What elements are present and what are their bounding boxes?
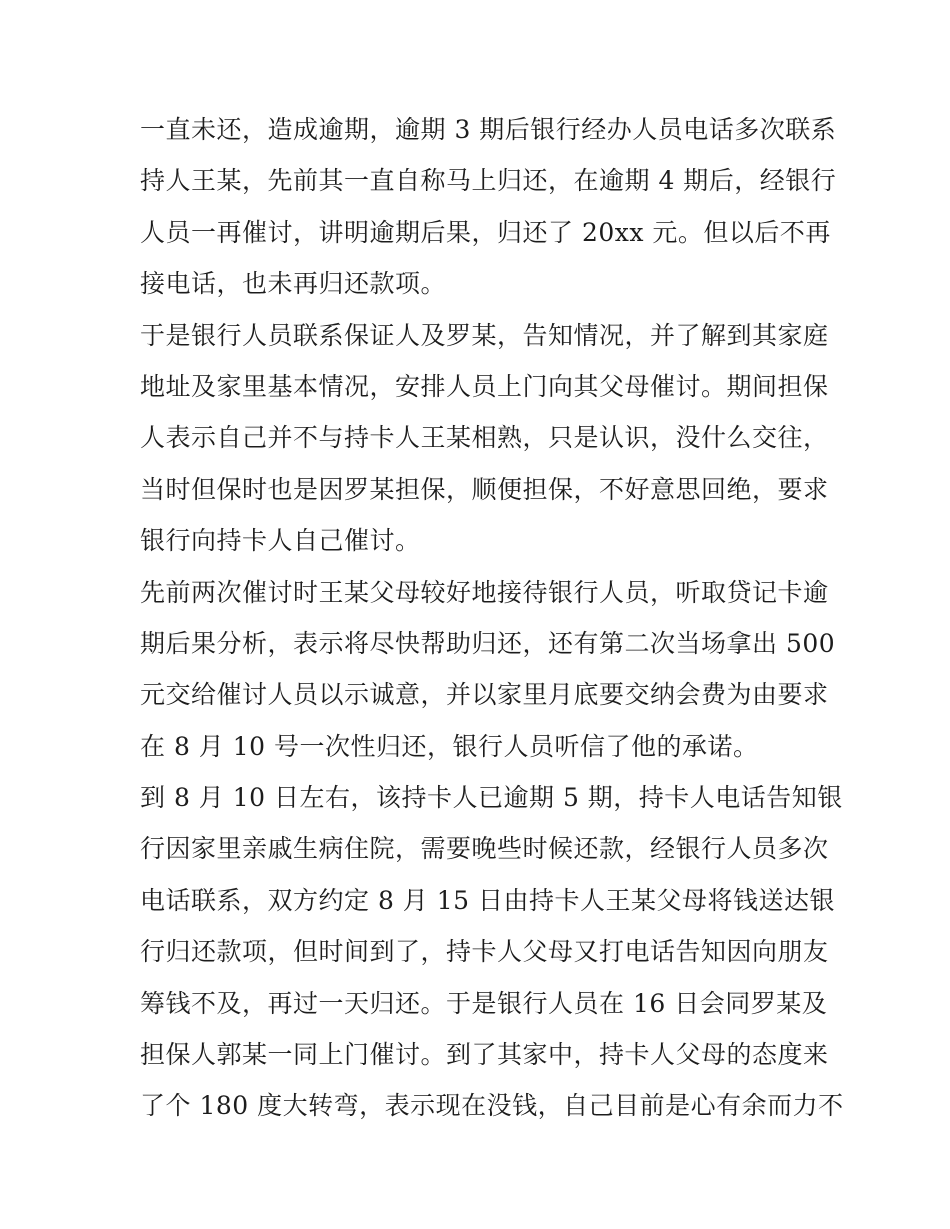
text-line: 接电话，也未再归还款项。 (140, 269, 447, 299)
text-line: 在 8 月 10 号一次性归还，银行人员听信了他的承诺。 (140, 731, 759, 761)
text-line: 人员一再催讨，讲明逾期后果，归还了 20xx 元。但以后不再 (140, 217, 831, 247)
text-line: 持人王某，先前其一直自称马上归还，在逾期 4 期后，经银行 (140, 166, 837, 196)
text-line: 电话联系，双方约定 8 月 15 日由持卡人王某父母将钱送达银 (140, 885, 836, 915)
text-line: 一直未还，造成逾期，逾期 3 期后银行经办人员电话多次联系 (140, 115, 837, 144)
text-line: 到 8 月 10 日左右，该持卡人已逾期 5 期，持卡人电话告知银 (140, 783, 843, 813)
text-line: 地址及家里基本情况，安排人员上门向其父母催讨。期间担保 (140, 371, 829, 401)
text-line: 人表示自己并不与持卡人王某相熟，只是认识，没什么交往， (140, 423, 829, 453)
text-line: 银行向持卡人自己催讨。 (140, 526, 421, 556)
text-line: 元交给催讨人员以示诚意，并以家里月底要交纳会费为由要求 (140, 680, 829, 710)
text-line: 当时但保时也是因罗某担保，顺便担保，不好意思回绝，要求 (140, 474, 829, 504)
text-line: 于是银行人员联系保证人及罗某，告知情况，并了解到其家庭 (140, 320, 829, 350)
document-body (140, 104, 844, 1132)
text-line: 行归还款项，但时间到了，持卡人父母又打电话告知因向朋友 (140, 937, 829, 967)
text-line: 先前两次催讨时王某父母较好地接待银行人员，听取贷记卡逾 (140, 577, 829, 607)
text-line: 期后果分析，表示将尽快帮助归还，还有第二次当场拿出 500 (140, 628, 836, 658)
text-line: 行因家里亲戚生病住院，需要晚些时候还款，经银行人员多次 (140, 834, 829, 864)
text-line: 了个 180 度大转弯，表示现在没钱，自己目前是心有余而力不 (140, 1091, 844, 1121)
text-line: 担保人郭某一同上门催讨。到了其家中，持卡人父母的态度来 (140, 1040, 829, 1070)
text-line: 筹钱不及，再过一天归还。于是银行人员在 16 日会同罗某及 (140, 988, 828, 1018)
